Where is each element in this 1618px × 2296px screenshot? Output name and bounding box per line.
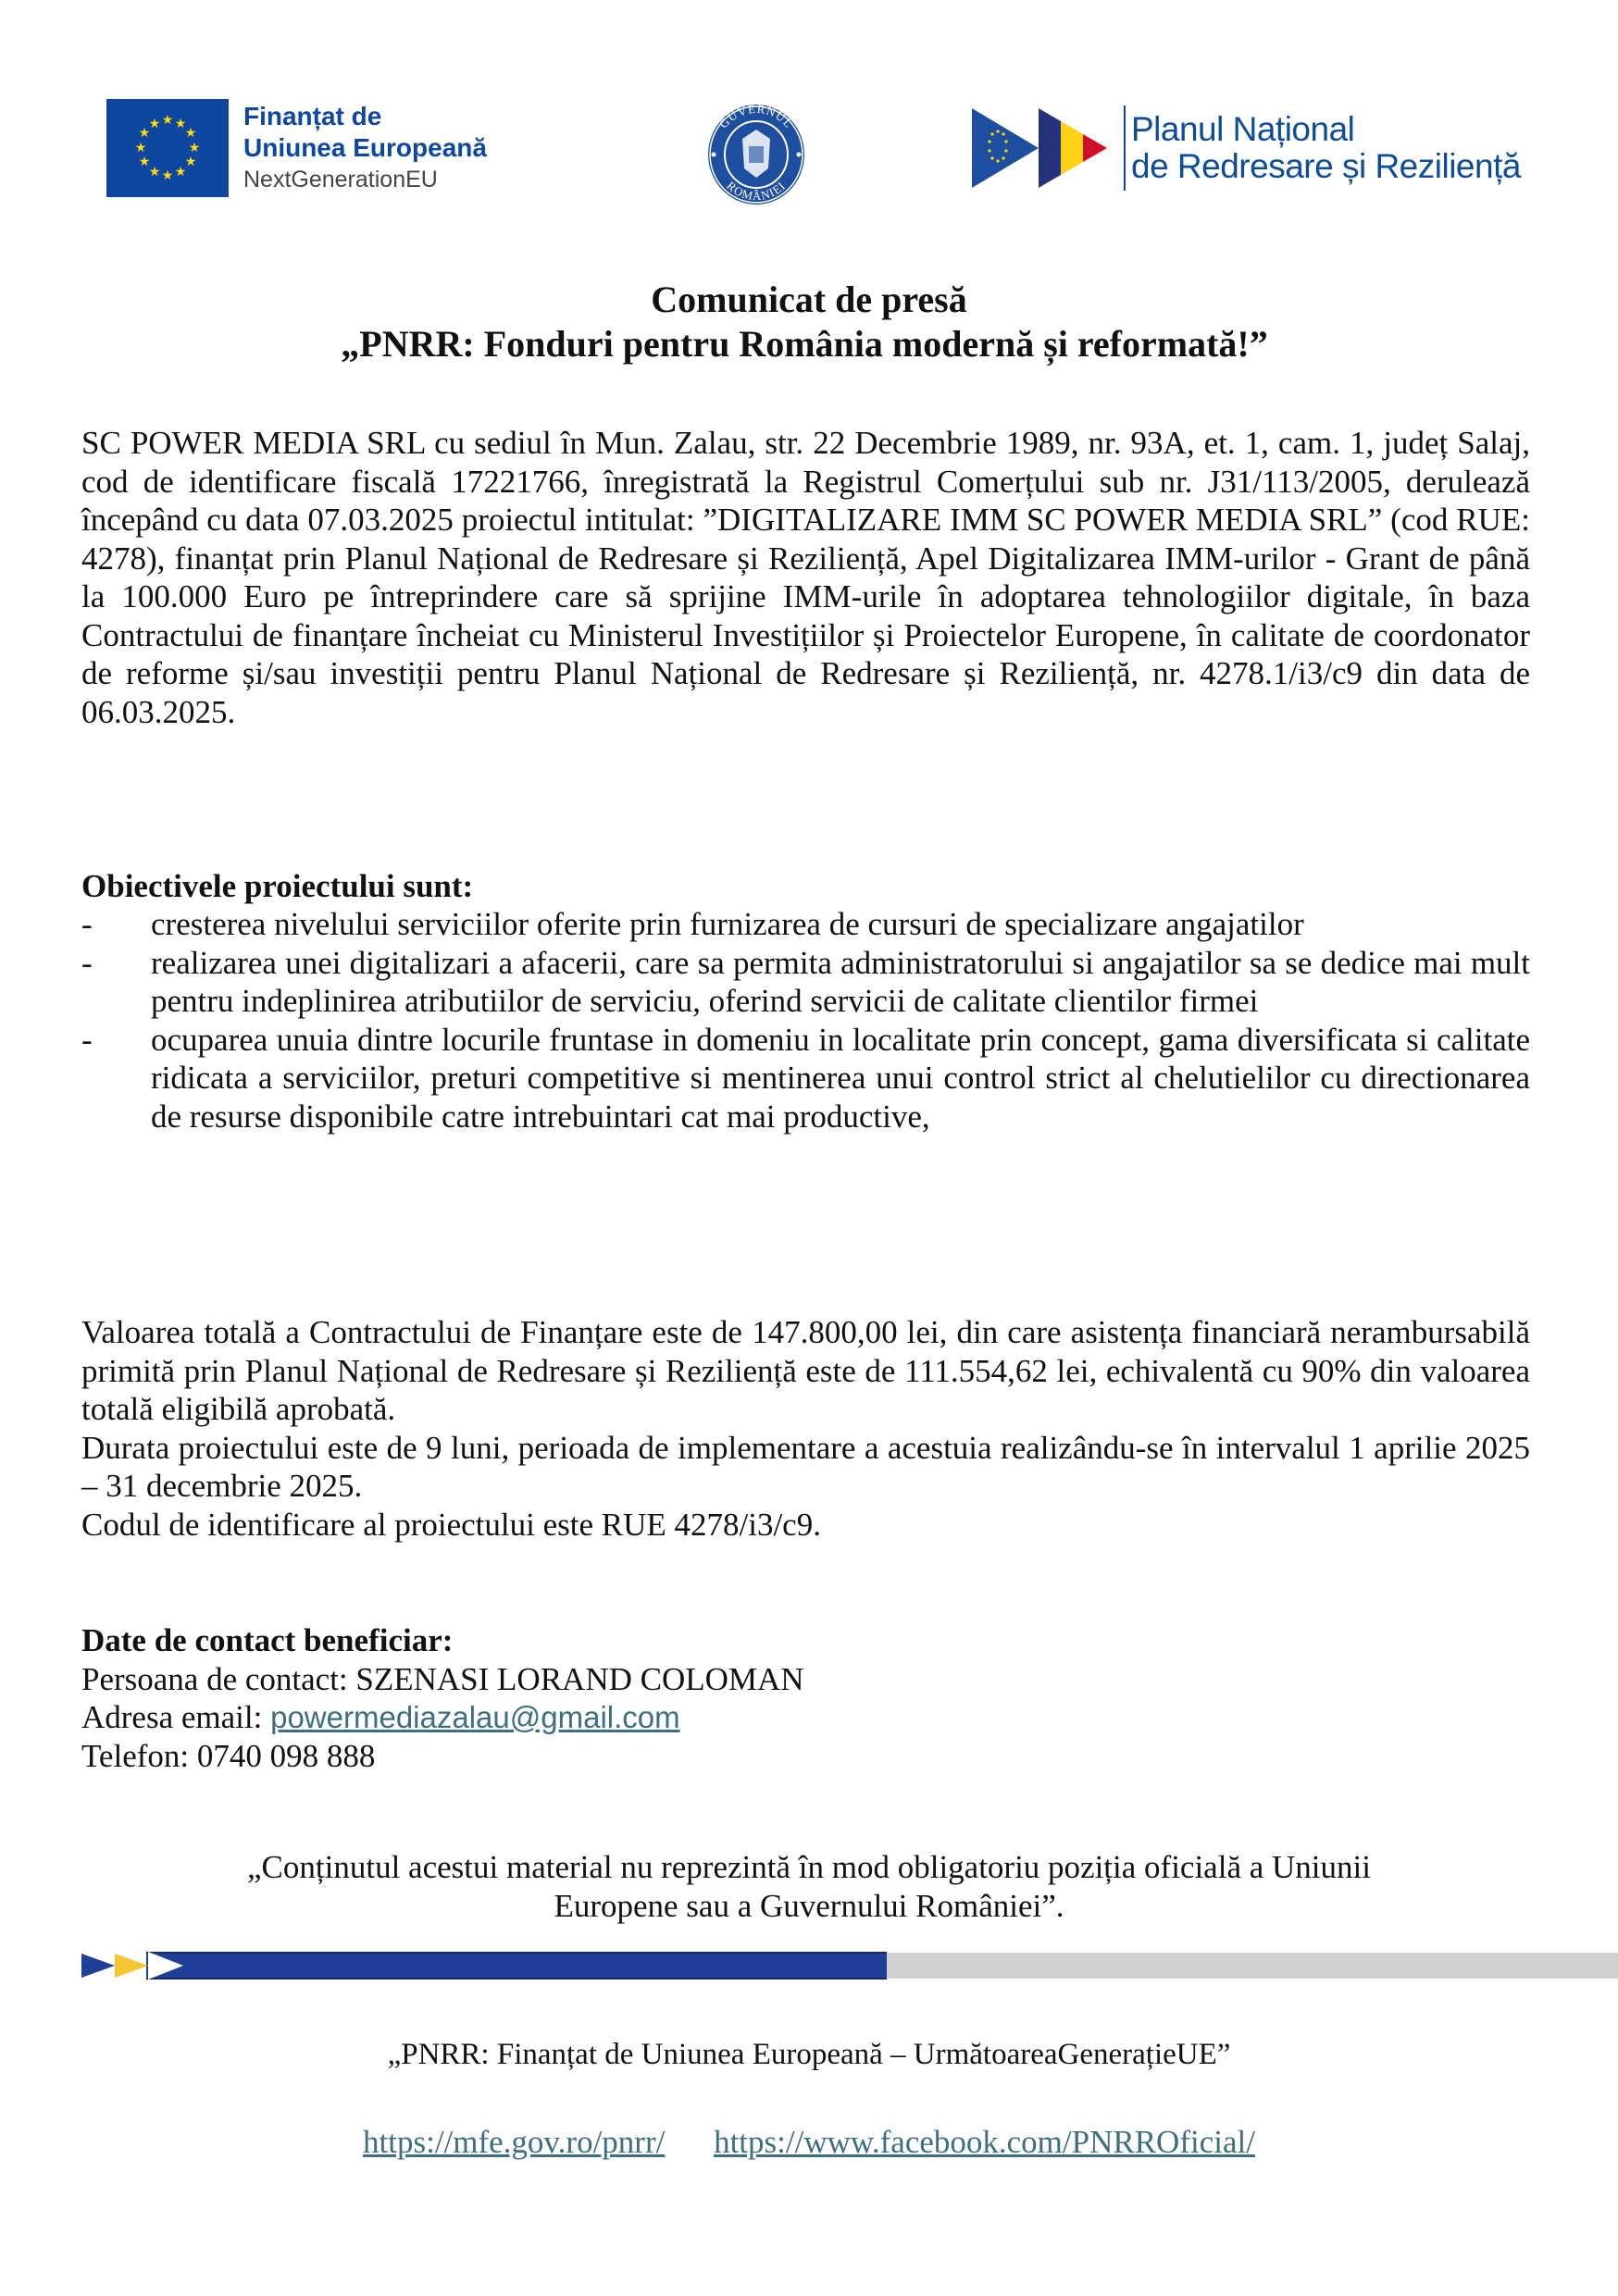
mfe-pnrr-link[interactable]: https://mfe.gov.ro/pnrr/ xyxy=(363,2124,666,2160)
footer-arrows-icon xyxy=(81,1952,193,1980)
disclaimer xyxy=(93,1848,1525,1926)
footer-decorative-bar xyxy=(81,1952,1618,1980)
svg-text:★: ★ xyxy=(148,165,161,180)
eu-logo-line2: Uniunea Europeană xyxy=(243,133,487,162)
disclaimer-line1: „Conținutul acestui material nu reprezintă în mod obligatoriu poziția oficială a Uniunii xyxy=(247,1849,1371,1885)
svg-text:★: ★ xyxy=(184,155,197,169)
contact-heading: Date de contact beneficiar: xyxy=(81,1622,454,1658)
objective-text: realizarea unei digitalizari a afacerii, care sa permita administratorului si angajatilor sa se dedice mai mult pentru indeplinirea atributiilor de serviciu, oferind servicii de calitate clientilor firmei xyxy=(151,944,1530,1019)
svg-text:★: ★ xyxy=(184,126,197,141)
svg-text:ROMÂNIEI: ROMÂNIEI xyxy=(724,178,789,204)
footer-links xyxy=(0,2124,1618,2161)
objective-text: ocuparea unuia dintre locurile fruntase in domeniu in localitate prin concept, gama diversificata si calitate ridicata a serviciilor, preturi competitive si mentinerea unui control strict al chelutielilor cu directionarea de resurse disponibile catre intrebuintari cat mai productive, xyxy=(151,1021,1530,1135)
pnrr-logo xyxy=(972,105,1521,191)
list-item xyxy=(81,1021,1530,1136)
contact-email-label: Adresa email: xyxy=(81,1699,271,1735)
footer-bar-gray xyxy=(887,1953,1618,1979)
project-duration-text: Durata proiectului este de 9 luni, perioada de implementare a acestuia realizându-se în intervalul 1 aprilie 2025 – 31 decembrie 2025. xyxy=(81,1429,1530,1504)
eu-flag-icon xyxy=(106,99,229,197)
contact-phone-label: Telefon: xyxy=(81,1737,197,1774)
contact-section xyxy=(81,1621,1530,1775)
svg-text:GUVERNUL: GUVERNUL xyxy=(716,102,797,131)
svg-text:★: ★ xyxy=(161,113,174,128)
bullet-dash: - xyxy=(81,906,93,942)
contact-phone-number: 0740 098 888 xyxy=(196,1737,376,1774)
contact-person-label: Persoana de contact: xyxy=(81,1660,356,1697)
contact-person-name: SZENASI LORAND COLOMAN xyxy=(355,1660,804,1697)
svg-text:★: ★ xyxy=(188,141,201,155)
footer-slogan: „PNRR: Finanțat de Uniunea Europeană – UrmătoareaGenerațieUE” xyxy=(387,2038,1231,2071)
svg-text:★: ★ xyxy=(148,117,161,131)
romanian-government-seal-icon xyxy=(696,102,816,208)
title-line2: „PNRR: Fonduri pentru România modernă și reformată!” xyxy=(341,323,1268,365)
svg-text:★: ★ xyxy=(138,126,151,141)
pnrr-arrows-icon xyxy=(972,106,1120,190)
facebook-pnrr-link[interactable]: https://www.facebook.com/PNRROficial/ xyxy=(714,2124,1255,2160)
objectives-heading: Obiectivele proiectului sunt: xyxy=(81,868,474,904)
svg-text:★: ★ xyxy=(134,141,147,155)
pnrr-logo-line2: de Redresare și Reziliență xyxy=(1131,147,1521,185)
svg-text:★: ★ xyxy=(174,165,187,180)
eu-funding-logo xyxy=(106,99,487,197)
contact-phone xyxy=(81,1737,1530,1776)
project-code-text: Codul de identificare al proiectului este RUE 4278/i3/c9. xyxy=(81,1506,821,1543)
objective-text: cresterea nivelului serviciilor oferite prin furnizarea de cursuri de specializare angajatilor xyxy=(151,906,1304,942)
svg-text:★: ★ xyxy=(138,155,151,169)
list-item xyxy=(81,944,1530,1021)
footer-bar-blue xyxy=(146,1952,887,1980)
disclaimer-line2: Europene sau a Guvernului României”. xyxy=(554,1888,1064,1924)
header-logos xyxy=(0,93,1618,213)
press-release-title xyxy=(0,278,1618,366)
objectives-list xyxy=(81,905,1530,1136)
financial-section xyxy=(81,1313,1530,1544)
email-link[interactable]: powermediazalau@gmail.com xyxy=(270,1700,680,1734)
intro-paragraph: SC POWER MEDIA SRL cu sediul în Mun. Zalau, str. 22 Decembrie 1989, nr. 93A, et. 1, cam. 1, județ Salaj, cod de identificare fiscală 17221766, înregistrată la Registrul Comerțului sub nr. J31/113/2005, derulează începând cu data 07.03.2025 proiectul intitulat: ”DIGITALIZARE IMM SC POWER MEDIA SRL” (cod RUE: 4278), finanțat prin Planul Național de Redresare și Reziliență, Apel Digitalizarea IMM-urilor - Grant de până la 100.000 Euro pe întreprindere care să sprijine IMM-urile în adoptarea tehnologiilor digitale, în baza Contractului de finanțare încheiat cu Ministerul Investițiilor și Proiectelor Europene, în calitate de coordonator de reforme și/sau investiții pentru Planul Național de Redresare și Reziliență, nr. 4278.1/i3/c9 din data de 06.03.2025. xyxy=(81,425,1530,730)
pnrr-logo-line1: Planul Național xyxy=(1131,110,1355,148)
financial-value-text: Valoarea totală a Contractului de Finanțare este de 147.800,00 lei, din care asistența financiară nerambursabilă primită prin Planul Național de Redresare și Reziliență este de 111.554,62 lei, echivalentă cu 90% din valoarea totală eligibilă aprobată. xyxy=(81,1314,1530,1427)
title-line1: Comunicat de presă xyxy=(651,279,967,320)
eu-logo-line1: Finanțat de xyxy=(243,102,382,130)
svg-text:★: ★ xyxy=(174,117,187,131)
contact-email xyxy=(81,1698,1530,1737)
bullet-dash: - xyxy=(81,1021,93,1058)
svg-text:★: ★ xyxy=(161,168,174,183)
bullet-dash: - xyxy=(81,944,93,981)
eu-logo-line3: NextGenerationEU xyxy=(243,167,438,192)
list-item xyxy=(81,905,1530,944)
contact-person xyxy=(81,1660,1530,1699)
